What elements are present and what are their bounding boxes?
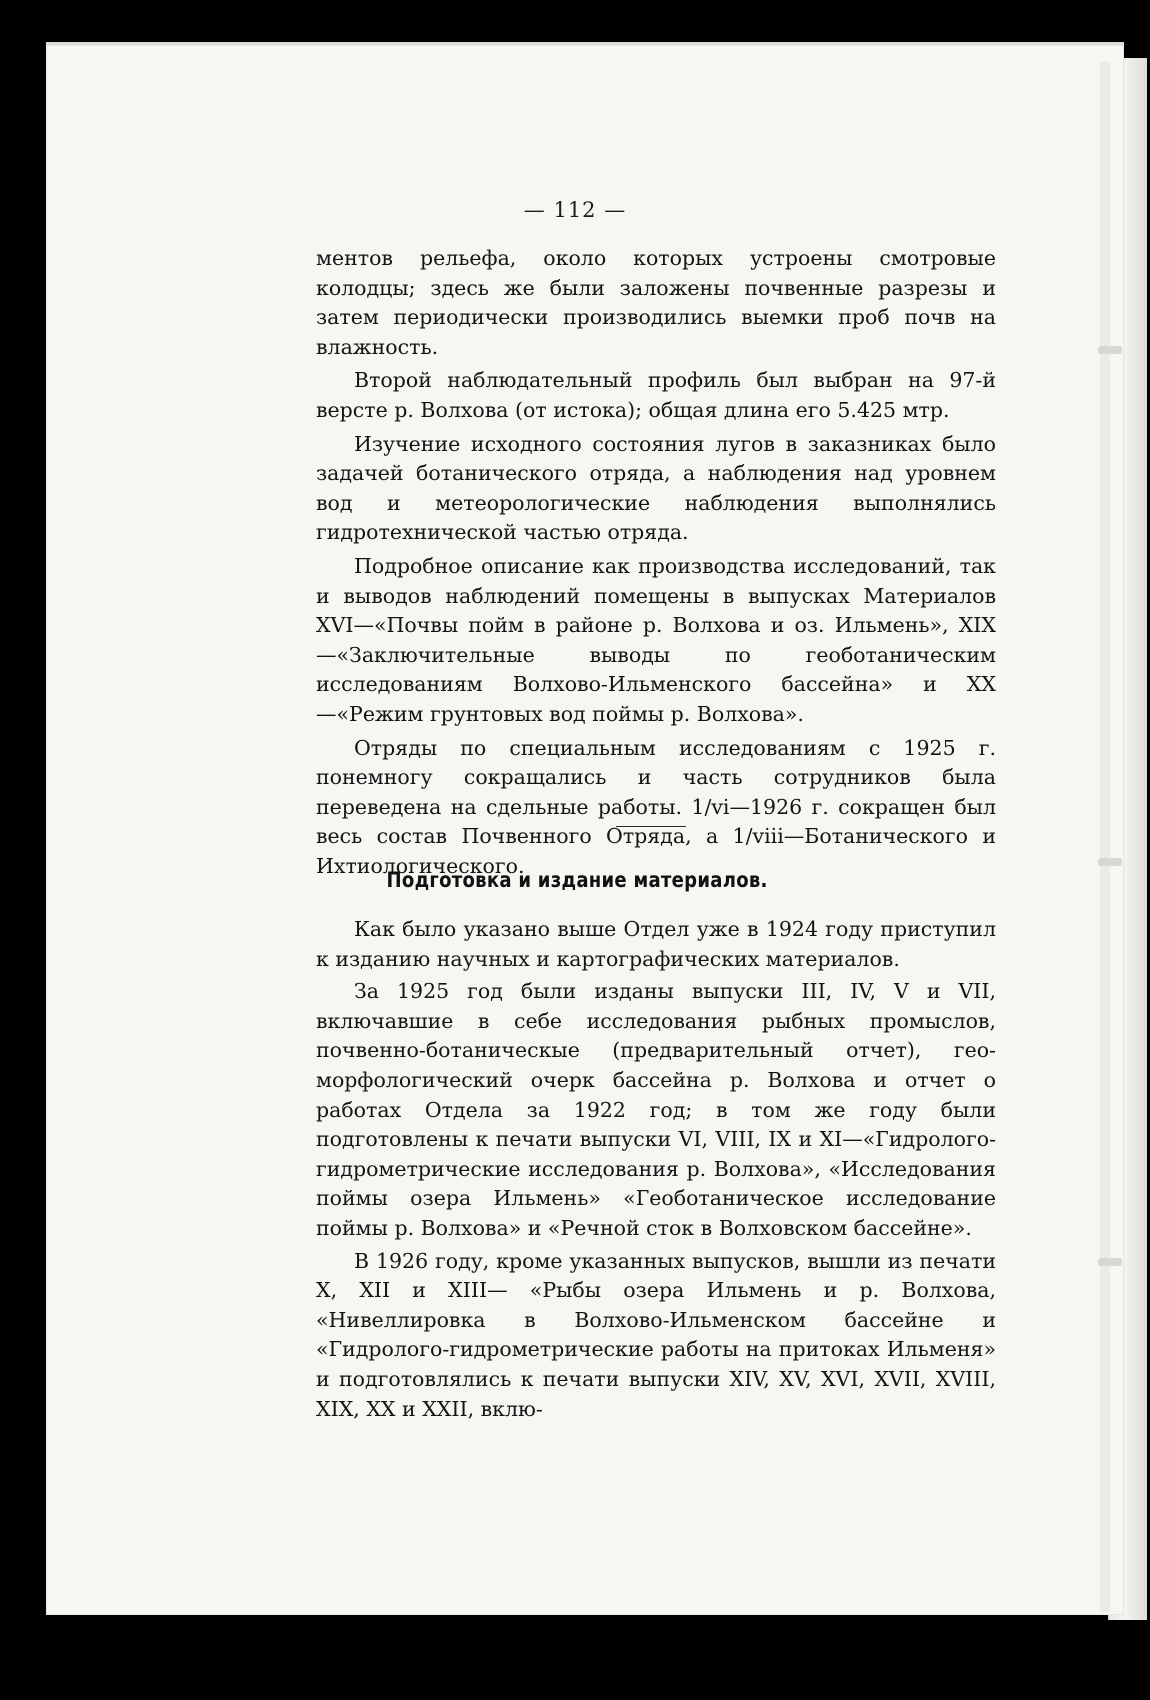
paragraph: Изучение исходного состояния лугов в заказниках было задачей ботанического отряда, а наблюдения над уровнем вод и метеорологические наблюдения выполнялись гидротехнической частью отряда. [316, 431, 996, 545]
page-fold-shadow [1100, 62, 1110, 1612]
paragraph: Отряды по специальным исследованиям с 1925 г. понемногу сокращались и часть сотрудников была переведена на сдельные работы. 1/vi—1926 г. сокращен был весь состав Почвенного Отряда, а 1/viii—Ботанического и Ихтиологического. [316, 735, 996, 878]
binding-clip [1098, 346, 1122, 354]
paragraph: В 1926 году, кроме указанных выпусков, вышли из печати X, XII и XIII— «Рыбы озера Ильмень и р. Волхова, «Нивеллировка в Волхово-Ильменском бассейне и «Гидролого-гидрометрические работы на притоках Ильменя» и подготовлялись к печати выпуски XIV, XV, XVI, XVII, XVIII, XIX, XX и XXII, вклю- [316, 1248, 996, 1421]
binding-clip [1098, 1258, 1122, 1266]
paragraph: Подробное описание как производства исследований, так и выводов наблюдений помещены в выпусках Материалов XVI—«Почвы пойм в районе р. Волхова и оз. Ильмень», XIX—«Заключительные выводы по геоботаническим исследованиям Волхово-Ильменского бассейна» и XX—«Режим грунтовых вод поймы р. Волхова». [316, 553, 996, 726]
body-text-bottom [316, 915, 996, 1424]
binding-clip [1098, 858, 1122, 866]
paragraph: Как было указано выше Отдел уже в 1924 году приступил к изданию научных и картографических материалов. [316, 917, 996, 971]
section-divider [616, 826, 686, 827]
paragraph: Второй наблюдательный профиль был выбран на 97-й версте р. Волхова (от истока); общая длина его 5.425 мтр. [316, 368, 996, 422]
body-text-top [316, 244, 996, 881]
section-heading: Подготовка и издание материалов. [386, 868, 768, 892]
paragraph: ментов рельефа, около которых устроены смотровые колодцы; здесь же были заложены почвенные разрезы и затем периодически производились выемки проб почв на влажность. [316, 246, 996, 359]
page-number: — 112 — [523, 198, 627, 222]
paragraph: За 1925 год были изданы выпуски III, IV, V и VII, включавшие в себе исследования рыбных промыслов, почвенно-ботаническые (предварительный отчет), гео-морфологический очерк бассейна р. Волхова и отчет о работах Отдела за 1922 год; в том же году были подготовлены к печати выпуски VI, VIII, IX и XI—«Гидролого-гидрометрические исследования р. Волхова», «Исследования поймы озера Ильмень» «Геоботаническое исследование поймы р. Волхова» и «Речной сток в Волховском бассейне». [316, 979, 996, 1240]
